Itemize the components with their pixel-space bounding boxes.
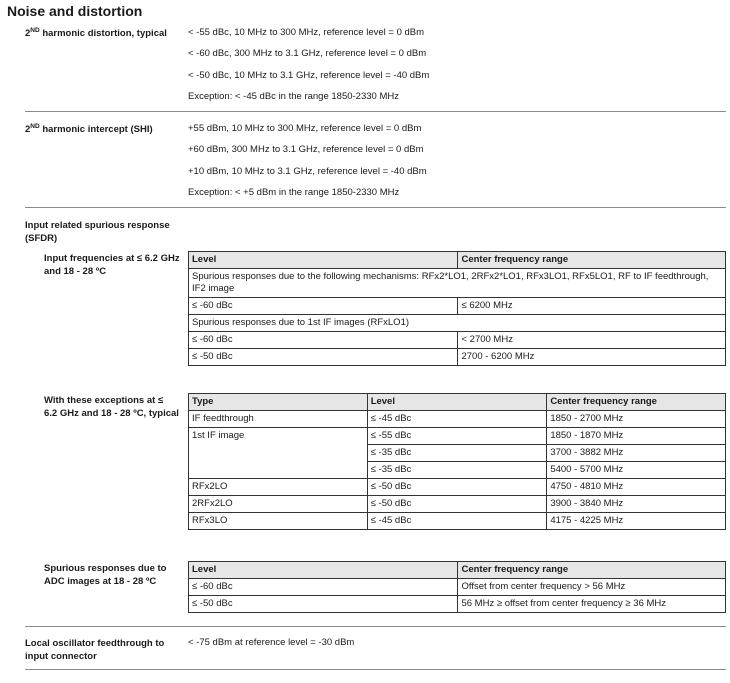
table-row <box>189 269 726 298</box>
input-frequencies-label-line1: Input frequencies at ≤ 6.2 GHz <box>44 253 180 264</box>
label-sup: ND <box>30 26 40 34</box>
harmonic-intercept-line: +55 dBm, 10 MHz to 300 MHz, reference level = 0 dBm <box>188 123 422 134</box>
header-level: Level <box>189 252 458 269</box>
table-row <box>189 496 726 513</box>
harmonic-distortion-line: < -50 dBc, 10 MHz to 3.1 GHz, reference level = -40 dBm <box>188 70 430 81</box>
table-row <box>189 411 726 428</box>
label-prefix: 2 <box>25 28 31 39</box>
table-header-row <box>189 562 726 579</box>
frequency-cell: 4175 - 4225 MHz <box>547 513 726 530</box>
harmonic-intercept-line: Exception: < +5 dBm in the range 1850-2330 MHz <box>188 187 400 198</box>
level-cell: ≤ -50 dBc <box>367 479 547 496</box>
frequency-cell: ≤ 6200 MHz <box>458 298 726 315</box>
table-row <box>189 479 726 496</box>
frequency-cell: 2700 - 6200 MHz <box>458 349 726 366</box>
header-level: Level <box>367 394 547 411</box>
frequency-cell: 3900 - 3840 MHz <box>547 496 726 513</box>
frequency-cell: 4750 - 4810 MHz <box>547 479 726 496</box>
frequency-cell: 3700 - 3882 MHz <box>547 445 726 462</box>
adc-images-table <box>188 561 726 613</box>
adc-images-label <box>44 562 166 588</box>
frequency-cell: 56 MHz ≥ offset from center frequency ≥ 36 MHz <box>458 596 726 613</box>
input-frequencies-label <box>44 252 180 278</box>
level-cell: ≤ -60 dBc <box>189 332 458 349</box>
table-row <box>189 445 726 462</box>
label-suffix: harmonic intercept (SHI) <box>39 124 153 135</box>
table-row <box>189 428 726 445</box>
exceptions-label-line1: With these exceptions at ≤ <box>44 395 164 406</box>
harmonic-distortion-label <box>25 27 167 40</box>
harmonic-intercept-line: +10 dBm, 10 MHz to 3.1 GHz, reference level = -40 dBm <box>188 166 427 177</box>
lo-feedthrough-label-line2: input connector <box>25 651 97 662</box>
type-cell: RFx2LO <box>189 479 368 496</box>
type-cell: 2RFx2LO <box>189 496 368 513</box>
lo-feedthrough-value: < -75 dBm at reference level = -30 dBm <box>188 637 355 648</box>
exceptions-label <box>44 394 179 420</box>
lo-feedthrough-label <box>25 637 164 663</box>
sfdr-label-line1: Input related spurious response <box>25 220 170 231</box>
sfdr-label <box>25 219 170 245</box>
lo-feedthrough-label-line1: Local oscillator feedthrough to <box>25 638 165 649</box>
header-level: Level <box>189 562 458 579</box>
frequency-cell: 1850 - 2700 MHz <box>547 411 726 428</box>
label-sup: ND <box>30 122 40 130</box>
exceptions-table <box>188 393 726 530</box>
divider <box>25 207 726 208</box>
table-header-row <box>189 252 726 269</box>
harmonic-distortion-line: < -55 dBc, 10 MHz to 300 MHz, reference level = 0 dBm <box>188 27 425 38</box>
header-type: Type <box>189 394 368 411</box>
table-row <box>189 462 726 479</box>
level-cell: ≤ -55 dBc <box>367 428 547 445</box>
level-cell: ≤ -50 dBc <box>367 496 547 513</box>
harmonic-distortion-line: < -60 dBc, 300 MHz to 3.1 GHz, reference level = 0 dBm <box>188 48 427 59</box>
divider <box>25 626 726 627</box>
level-cell: ≤ -60 dBc <box>189 298 458 315</box>
adc-images-label-line1: Spurious responses due to <box>44 563 167 574</box>
frequency-cell: 1850 - 1870 MHz <box>547 428 726 445</box>
table-row <box>189 579 726 596</box>
table-row <box>189 349 726 366</box>
divider <box>25 111 726 112</box>
header-center-frequency: Center frequency range <box>458 562 726 579</box>
header-center-frequency: Center frequency range <box>547 394 726 411</box>
label-prefix: 2 <box>25 124 31 135</box>
type-cell <box>189 462 368 479</box>
level-cell: ≤ -60 dBc <box>189 579 458 596</box>
level-cell: ≤ -35 dBc <box>367 445 547 462</box>
frequency-cell: < 2700 MHz <box>458 332 726 349</box>
adc-images-label-line2: ADC images at 18 - 28 ºC <box>44 576 157 587</box>
if-images-cell: Spurious responses due to 1st IF images (RFxLO1) <box>189 315 726 332</box>
frequency-cell: 5400 - 5700 MHz <box>547 462 726 479</box>
type-cell: IF feedthrough <box>189 411 368 428</box>
type-cell <box>189 445 368 462</box>
level-cell: ≤ -50 dBc <box>189 596 458 613</box>
table-row <box>189 596 726 613</box>
harmonic-intercept-line: +60 dBm, 300 MHz to 3.1 GHz, reference level = 0 dBm <box>188 144 424 155</box>
level-cell: ≤ -35 dBc <box>367 462 547 479</box>
mechanisms-cell: Spurious responses due to the following mechanisms: RFx2*LO1, 2RFx2*LO1, RFx3LO1, RFx5LO1, RF to IF feedthrough, IF2 image <box>189 269 726 298</box>
header-center-frequency: Center frequency range <box>458 252 726 269</box>
divider <box>25 669 726 670</box>
type-cell: RFx3LO <box>189 513 368 530</box>
harmonic-intercept-label <box>25 123 153 136</box>
label-suffix: harmonic distortion, typical <box>39 28 167 39</box>
harmonic-distortion-line: Exception: < -45 dBc in the range 1850-2330 MHz <box>188 91 399 102</box>
table-row <box>189 513 726 530</box>
table-header-row <box>189 394 726 411</box>
sfdr-table <box>188 251 726 366</box>
type-cell: 1st IF image <box>189 428 368 445</box>
level-cell: ≤ -45 dBc <box>367 513 547 530</box>
table-row <box>189 315 726 332</box>
exceptions-label-line2: 6.2 GHz and 18 - 28 ºC, typical <box>44 408 179 419</box>
table-row <box>189 332 726 349</box>
table-row <box>189 298 726 315</box>
input-frequencies-label-line2: and 18 - 28 ºC <box>44 266 107 277</box>
level-cell: ≤ -50 dBc <box>189 349 458 366</box>
frequency-cell: Offset from center frequency > 56 MHz <box>458 579 726 596</box>
sfdr-label-line2: (SFDR) <box>25 233 58 244</box>
section-title: Noise and distortion <box>7 3 143 19</box>
level-cell: ≤ -45 dBc <box>367 411 547 428</box>
